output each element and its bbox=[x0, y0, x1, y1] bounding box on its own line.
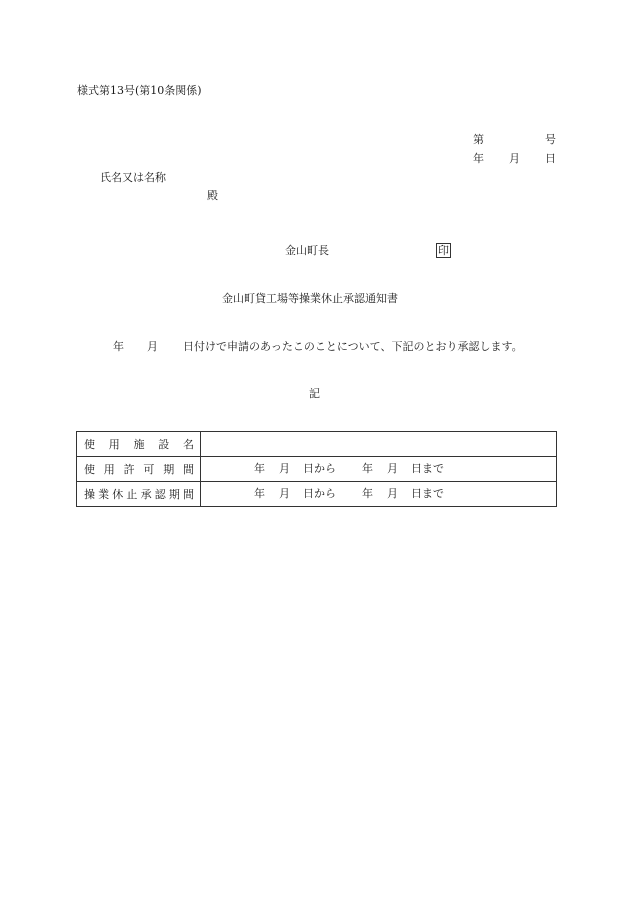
form-number: 様式第13号(第10条関係) bbox=[77, 84, 202, 97]
suspension-from-day: 日から bbox=[303, 487, 336, 500]
table-row bbox=[77, 457, 557, 482]
issuer-title: 金山町長 bbox=[285, 244, 329, 257]
document-number-suffix: 号 bbox=[545, 133, 556, 146]
document-title: 金山町貸工場等操業休止承認通知書 bbox=[222, 292, 398, 305]
permit-from-month: 月 bbox=[279, 462, 290, 475]
recipient-honorific: 殿 bbox=[207, 189, 218, 202]
suspension-period-value bbox=[201, 482, 557, 507]
facility-value bbox=[201, 432, 557, 457]
date-month: 月 bbox=[509, 152, 520, 165]
table-row bbox=[77, 432, 557, 457]
permit-from-day: 日から bbox=[303, 462, 336, 475]
suspension-period-label: 操業休止承認期間 bbox=[77, 482, 201, 507]
body-month: 月 bbox=[147, 340, 158, 353]
document-number-prefix: 第 bbox=[473, 133, 484, 146]
permit-to-year: 年 bbox=[362, 462, 373, 475]
suspension-to-month: 月 bbox=[387, 487, 398, 500]
seal-mark: 印 bbox=[438, 244, 449, 257]
details-table bbox=[76, 431, 557, 507]
ki-label: 記 bbox=[309, 387, 320, 400]
body-year: 年 bbox=[113, 340, 124, 353]
date-year: 年 bbox=[473, 152, 484, 165]
permit-period-value bbox=[201, 457, 557, 482]
permit-from-year: 年 bbox=[254, 462, 265, 475]
facility-label: 使用施設名 bbox=[77, 432, 201, 457]
table-row bbox=[77, 482, 557, 507]
body-text: 日付けで申請のあったこのことについて、下記のとおり承認します。 bbox=[183, 340, 523, 353]
suspension-to-day: 日まで bbox=[411, 487, 444, 500]
suspension-from-month: 月 bbox=[279, 487, 290, 500]
permit-to-month: 月 bbox=[387, 462, 398, 475]
permit-period-label: 使用許可期間 bbox=[77, 457, 201, 482]
permit-to-day: 日まで bbox=[411, 462, 444, 475]
suspension-to-year: 年 bbox=[362, 487, 373, 500]
suspension-from-year: 年 bbox=[254, 487, 265, 500]
recipient-name-label: 氏名又は名称 bbox=[100, 171, 166, 184]
date-day: 日 bbox=[545, 152, 556, 165]
